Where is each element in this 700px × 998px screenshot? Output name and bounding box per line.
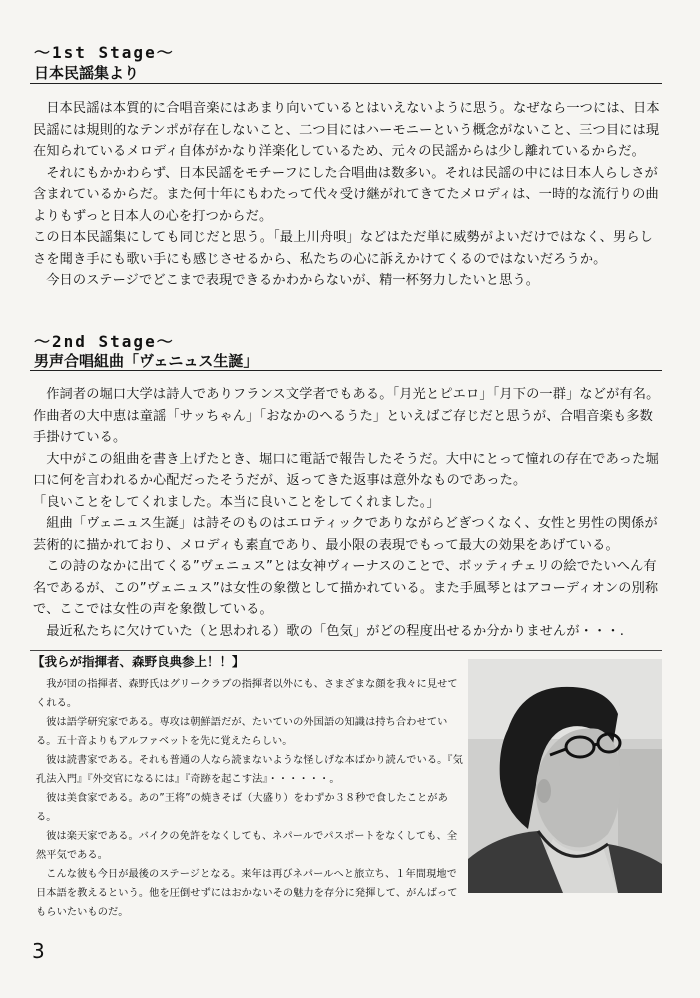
stage1-paragraph: この日本民謡集にしても同じだと思う。「最上川舟唄」などはただ単に威勢がよいだけではなく、男らしさを聞き手にも歌い手にも感じさせるから、私たちの心に訴えかけてくるのではないだろうか。 <box>33 230 653 267</box>
stage1-title: ～1st Stage～ <box>34 43 175 62</box>
stage1-body <box>33 98 663 292</box>
stage2-paragraph: 大中がこの組曲を書き上げたとき、堀口に電話で報告したそうだ。大中にとって憧れの存在であった堀口に何を言われるか心配だったそうだが、返ってきた返事は意外なものであった。 <box>33 451 659 488</box>
stage1-paragraph: それにもかかわらず、日本民謡をモチーフにした合唱曲は数多い。それは民謡の中には日本人らしさが含まれているからだ。また何十年にもわたって代々受け継がれてきてたメロディは、一時的な流行りの曲よりもずっと日本人の心を打つからだ。 <box>33 165 659 224</box>
stage2-divider <box>30 370 662 371</box>
conductor-paragraph: 彼は楽天家である。バイクの免許をなくしても、ネパールでパスポートをなくしても、全然平気である。 <box>36 831 458 861</box>
conductor-photo <box>468 659 662 893</box>
stage2-paragraph: 「良いことをしてくれました。本当に良いことをしてくれました。」 <box>33 494 440 510</box>
stage2-paragraph: この詩のなかに出てくる”ヴェニュス”とは女神ヴィーナスのことで、ボッティチェリの絵でたいへん有名であるが、この”ヴェニュス”は女性の象徴として描かれている。また手風琴とはアコーディオンの別称で、ここでは女性の声を象徴している。 <box>33 559 659 617</box>
stage2-paragraph: 最近私たちに欠けていた（と思われる）歌の「色気」がどの程度出せるか分かりませんが・・・. <box>46 623 625 639</box>
stage1-divider <box>30 83 662 84</box>
stage1-paragraph: 日本民謡は本質的に合唱音楽にはあまり向いているとはいえないように思う。なぜなら一つには、日本民謡には規則的なテンポが存在しないこと、二つ目にはハーモニーという概念がないこと、三つ目には現在知られているメロディ自体がかなり洋楽化しているため、元々の民謡からは少し離れているからだ。 <box>33 101 660 159</box>
conductor-heading: 【我らが指揮者、森野良典参上！！】 <box>32 654 245 669</box>
conductor-paragraph: 我が団の指揮者、森野氏はグリークラブの指揮者以外にも、さまざまな顔を我々に見せてくれる。 <box>36 679 458 709</box>
conductor-paragraph: 彼は読書家である。それも普通の人なら読まないような怪しげな本ばかり読んでいる。『気孔法入門』『外交官になるには』『奇跡を起こす法』・・・・・・。 <box>36 755 463 785</box>
stage2-paragraph: 作詞者の堀口大学は詩人でありフランス文学者でもある。「月光とピエロ」「月下の一群」などが有名。作曲者の大中恵は童謡「サッちゃん」「おなかのへるうた」といえばご存じだと思うが、合唱音楽も多数手掛けている。 <box>33 387 660 445</box>
conductor-paragraph: 彼は語学研究家である。専攻は朝鮮語だが、たいていの外国語の知識は持ち合わせている。五十音よりもアルファベットを先に覚えたらしい。 <box>36 717 448 747</box>
stage1-subtitle: 日本民謡集より <box>34 64 140 82</box>
conductor-paragraph: 彼は美食家である。あの”王将”の焼きそば（大盛り）をわずか３８秒で食したことがある。 <box>36 793 448 823</box>
stage2-body <box>33 384 663 642</box>
stage2-paragraph: 組曲「ヴェニュス生誕」は詩そのものはエロティックでありながらどぎつくなく、女性と男性の関係が芸術的に描かれており、メロディも素直であり、最小限の表現でもって最大の効果をあげている。 <box>33 516 658 553</box>
conductor-paragraph: こんな彼も今日が最後のステージとなる。来年は再びネパールへと旅立ち、１年間現地で日本語を教えるという。他を圧倒せずにはおかないその魅力を存分に発揮して、がんばってもらいたいものだ。 <box>36 869 458 918</box>
stage2-title: ～2nd Stage～ <box>34 332 175 351</box>
conductor-body <box>36 675 466 922</box>
page-number: 3 <box>32 939 45 963</box>
conductor-divider <box>30 650 662 651</box>
stage2-subtitle: 男声合唱組曲「ヴェニュス生誕」 <box>34 352 259 370</box>
stage1-paragraph: 今日のステージでどこまで表現できるかわからないが、精一杯努力したいと思う。 <box>46 273 540 288</box>
